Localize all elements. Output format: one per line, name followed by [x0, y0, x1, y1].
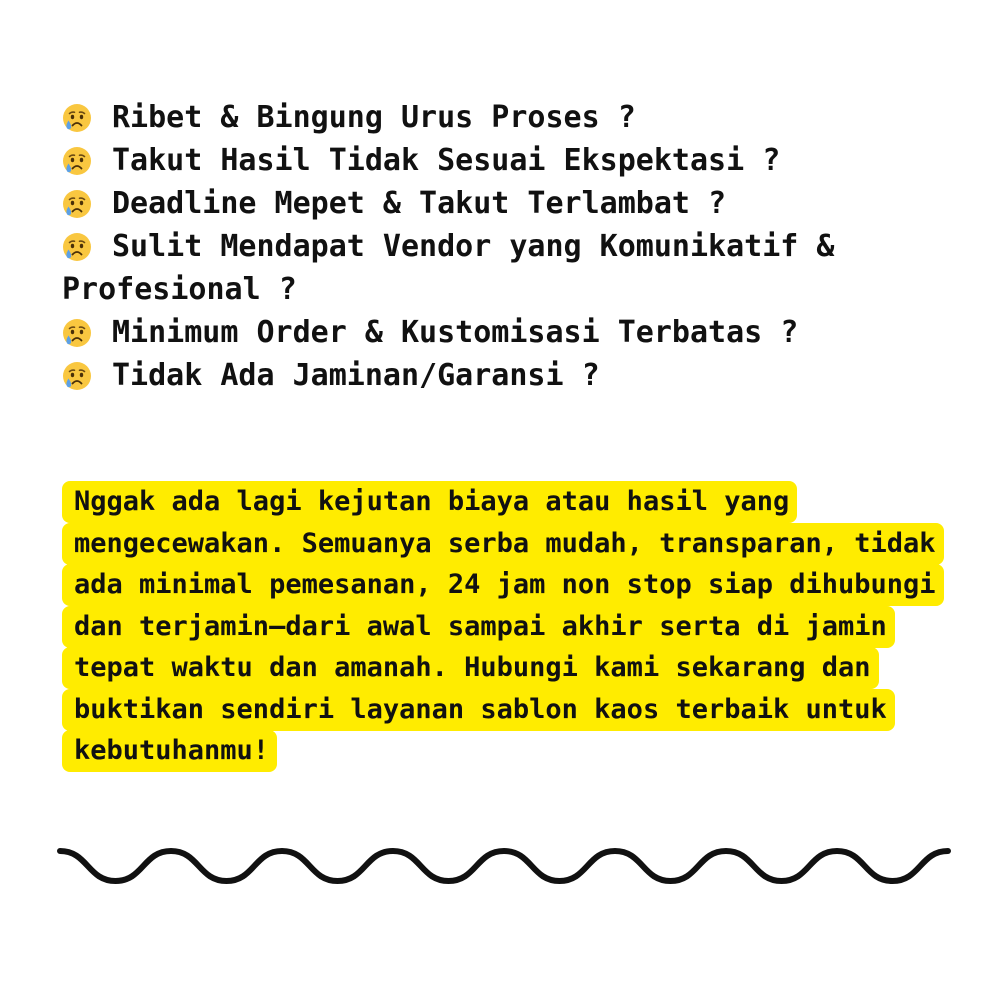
problem-text: Ribet & Bingung Urus Proses ?: [112, 100, 636, 135]
highlight-paragraph: [62, 481, 962, 772]
highlight-text: Nggak ada lagi kejutan biaya atau hasil yang mengecewakan. Semuanya serba mudah, transparan, tidak ada minimal pemesanan, 24 jam non stop siap dihubungi dan terjamin—dari awal sampai akhir serta di jamin tepat waktu dan amanah. Hubungi kami sekarang dan buktikan sendiri layanan sablon kaos terbaik untuk kebutuhanmu!: [62, 481, 944, 772]
sad-tear-emoji-icon: [62, 232, 92, 262]
problem-list: [62, 96, 902, 397]
problem-text: Sulit Mendapat Vendor yang Komunikatif & Profesional ?: [62, 229, 835, 307]
sad-tear-emoji-icon: [62, 103, 92, 133]
problem-text: Minimum Order & Kustomisasi Terbatas ?: [112, 315, 799, 350]
problem-text: Tidak Ada Jaminan/Garansi ?: [112, 358, 600, 393]
sad-tear-emoji-icon: [62, 189, 92, 219]
sad-tear-emoji-icon: [62, 146, 92, 176]
problem-item: [62, 311, 902, 354]
problem-item: [62, 139, 902, 182]
wavy-line-divider: [55, 838, 955, 898]
problem-item: [62, 96, 902, 139]
problem-text: Takut Hasil Tidak Sesuai Ekspektasi ?: [112, 143, 781, 178]
problem-item: [62, 182, 902, 225]
problem-item: [62, 225, 902, 311]
problem-text: Deadline Mepet & Takut Terlambat ?: [112, 186, 727, 221]
sad-tear-emoji-icon: [62, 318, 92, 348]
problem-item: [62, 354, 902, 397]
sad-tear-emoji-icon: [62, 361, 92, 391]
